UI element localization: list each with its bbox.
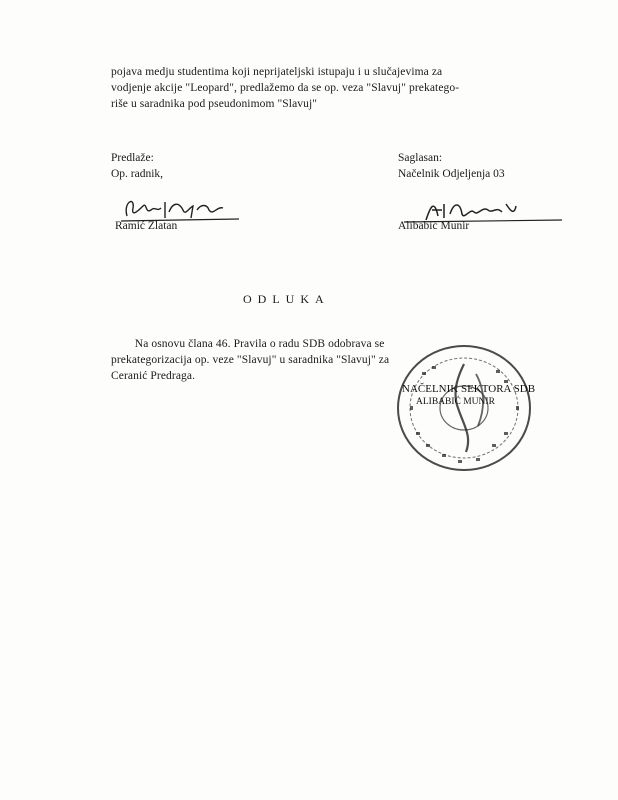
approver-label: Saglasan: xyxy=(398,152,443,164)
decision-line-3: Ceranić Predraga. xyxy=(111,370,196,382)
proposer-name: Ramić Zlatan xyxy=(115,220,178,232)
proposer-title: Op. radnik, xyxy=(111,168,164,180)
approver-name: Alibabić Munir xyxy=(398,220,470,232)
decision-line-2: prekategorizacija op. veze "Slavuj" u saradnika "Slavuj" za xyxy=(111,354,390,366)
official-stamp xyxy=(392,336,552,476)
proposer-label: Predlaže: xyxy=(111,152,154,164)
stamp-text-line-2: ALIBABIĆ MUNIR xyxy=(416,397,495,407)
stamp-text-line-1: NAČELNIK SEKTORA SDB xyxy=(402,383,536,395)
intro-line-3: riše u saradnika pod pseudonimom "Slavuj" xyxy=(111,98,318,110)
approver-block xyxy=(398,150,505,182)
decision-heading: ODLUKA xyxy=(243,292,330,306)
intro-line-1: pojava medju studentima koji neprijateljski istupaju i u slučajevima za xyxy=(111,66,443,78)
proposer-block xyxy=(111,150,163,182)
approver-title: Načelnik Odjeljenja 03 xyxy=(398,168,505,180)
decision-line-1: Na osnovu člana 46. Pravila o radu SDB odobrava se xyxy=(111,338,385,350)
intro-line-2: vodjenje akcije "Leopard", predlažemo da se op. veza "Slavuj" prekatego- xyxy=(111,82,460,94)
